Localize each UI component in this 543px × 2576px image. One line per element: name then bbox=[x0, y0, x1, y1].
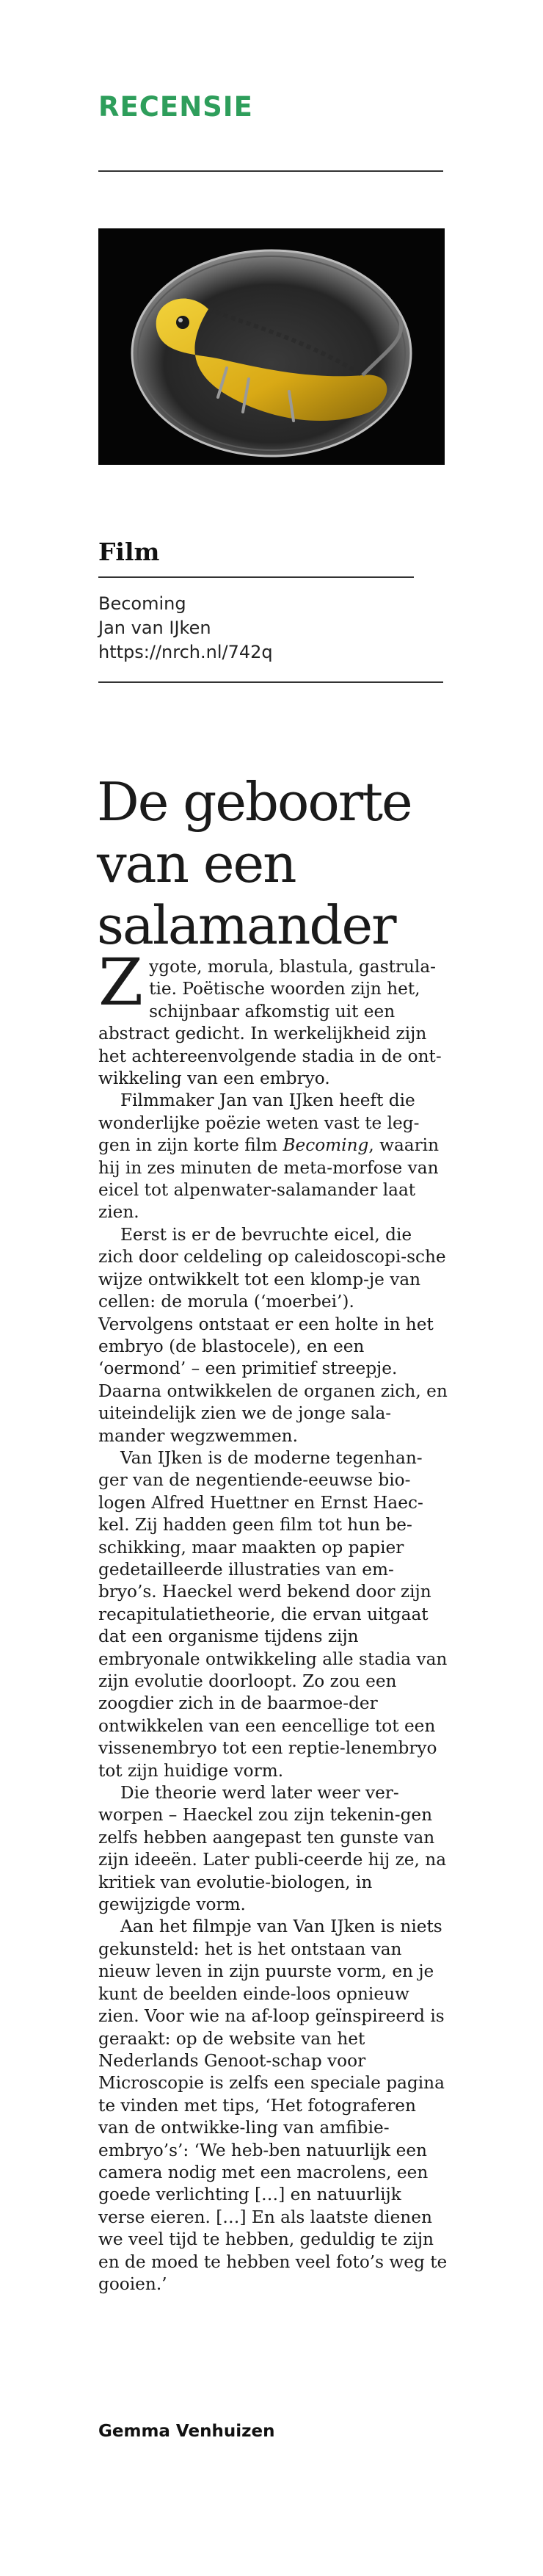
hero-photo-salamander-embryo bbox=[98, 228, 445, 465]
top-divider bbox=[98, 170, 443, 172]
author-byline: Gemma Venhuizen bbox=[98, 2422, 275, 2441]
paragraph-4: Van IJken is de moderne tegenhan-ger van de negentiende-eeuwse bio-logen Alfred Huettner en Ernst Haec-kel. Zij hadden geen film tot hun be-schikking, maar maakten op papier gedetailleerde illustraties van em-bryo’s. Haeckel werd bekend door zijn recapitulatietheorie, die ervan uitgaat dat een organisme tijdens zijn embryonale ontwikkeling alle stadia van zijn evolutie doorloopt. Zo zou een zoogdier zich in de baarmoe-der ontwikkelen van een eencellige tot een vissenembryo tot een reptie-lenembryo tot zijn huidige vorm. bbox=[98, 1447, 448, 1781]
film-info-box bbox=[98, 592, 273, 665]
film-link[interactable]: https://nrch.nl/742q bbox=[98, 642, 273, 662]
kicker-label: RECENSIE bbox=[98, 91, 253, 123]
paragraph-5: Die theorie werd later weer ver-worpen – Haeckel zou zijn tekenin-gen zelfs hebben aangepast ten gunste van zijn ideeën. Later publi-ceerde hij ze, na kritiek van evolutie-biologen, in gewijzigde vorm. bbox=[98, 1783, 447, 1915]
article-body bbox=[98, 944, 451, 2295]
drop-cap: Z bbox=[98, 944, 144, 1020]
paragraph-1: Zygote, morula, blastula, gastrula-tie. Poëtische woorden zijn het, schijnbaar afkomstig uit een abstract gedicht. In werkelijkheid zijn het achtereenvolgende stadia in de ont-wikkeling van een embryo. bbox=[98, 944, 442, 1089]
paragraph-2: Filmmaker Jan van IJken heeft die wonderlijke poëzie weten vast te leg-gen in zijn korte film Becoming, waarin hij in zes minuten de meta-morfose van eicel tot alpenwater-salamander laat zien. bbox=[98, 1090, 440, 1223]
paragraph-3: Eerst is er de bevruchte eicel, die zich door celdeling op caleidoscopi-sche wijze ontwikkelt tot een klomp-je van cellen: de morula (‘moerbei’). Vervolgens ontstaat er een holte in het embryo (de blastocele), en een ‘oermond’ – een primitief streepje. Daarna ontwikkelen de organen zich, en uiteindelijk zien we de jonge sala-mander wegzwemmen. bbox=[98, 1224, 448, 1446]
info-divider bbox=[98, 681, 443, 683]
film-maker: Jan van IJken bbox=[98, 618, 211, 638]
paragraph-6: Aan het filmpje van Van IJken is niets gekunsteld: het is het ontstaan van nieuw leven in zijn puurste vorm, en je kunt de beelden einde-loos opnieuw zien. Voor wie na af-loop geïnspireerd is geraakt: op de website van het Nederlands Genoot-schap voor Microscopie is zelfs een speciale pagina te vinden met tips, ‘Het fotograferen van de ontwikke-ling van amfibie-embryo’s’: ‘We heb-ben natuurlijk een camera nodig met een macrolens, een goede verlichting […] en natuurlijk verse eieren. […] En als laatste dienen we veel tijd te hebben, geduldig te zijn en de moed te hebben veel foto’s weg te gooien.’ bbox=[98, 1917, 448, 2294]
section-divider bbox=[98, 576, 414, 578]
section-title: Film bbox=[98, 538, 160, 566]
film-title: Becoming bbox=[98, 593, 186, 614]
headline: De geboorte van een salamander bbox=[97, 771, 412, 956]
